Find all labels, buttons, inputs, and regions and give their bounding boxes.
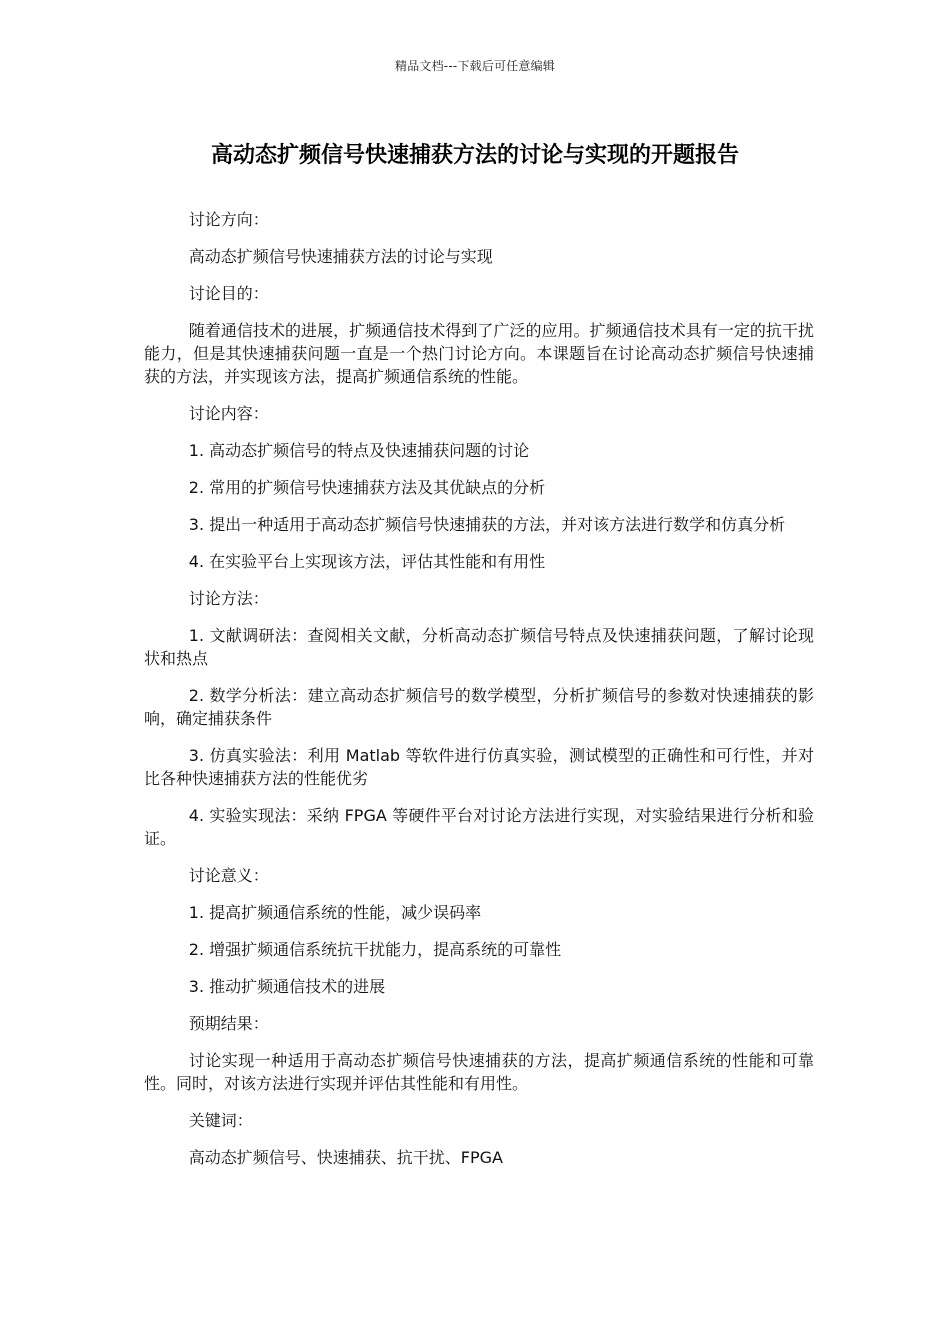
method-item: 1. 文献调研法：查阅相关文献，分析高动态扩频信号特点及快速捕获问题，了解讨论现状和热点 bbox=[144, 626, 814, 668]
content-item: 2. 常用的扩频信号快速捕获方法及其优缺点的分析 bbox=[188, 478, 546, 497]
method-item: 2. 数学分析法：建立高动态扩频信号的数学模型，分析扩频信号的参数对快速捕获的影响，确定捕获条件 bbox=[144, 686, 814, 728]
content-item: 3. 提出一种适用于高动态扩频信号快速捕获的方法，并对该方法进行数学和仿真分析 bbox=[188, 515, 786, 534]
content-item: 4. 在实验平台上实现该方法，评估其性能和有用性 bbox=[188, 552, 546, 571]
direction-text: 高动态扩频信号快速捕获方法的讨论与实现 bbox=[188, 247, 493, 266]
purpose-text: 随着通信技术的进展，扩频通信技术得到了广泛的应用。扩频通信技术具有一定的抗干扰能力，但是其快速捕获问题一直是一个热门讨论方向。本课题旨在讨论高动态扩频信号快速捕获的方法，并实现该方法，提高扩频通信系统的性能。 bbox=[144, 321, 814, 386]
significance-item: 1. 提高扩频通信系统的性能，减少误码率 bbox=[188, 903, 482, 922]
document-body bbox=[144, 208, 814, 1183]
content-item: 1. 高动态扩频信号的特点及快速捕获问题的讨论 bbox=[188, 441, 530, 460]
section-label-method: 讨论方法： bbox=[188, 589, 269, 608]
section-label-expected-results: 预期结果： bbox=[188, 1014, 269, 1033]
method-item: 4. 实验实现法：采纳 FPGA 等硬件平台对讨论方法进行实现，对实验结果进行分析和验证。 bbox=[144, 806, 814, 848]
significance-item: 3. 推动扩频通信技术的进展 bbox=[188, 977, 386, 996]
significance-item: 2. 增强扩频通信系统抗干扰能力，提高系统的可靠性 bbox=[188, 940, 562, 959]
keywords-text: 高动态扩频信号、快速捕获、抗干扰、FPGA bbox=[188, 1148, 503, 1167]
section-label-purpose: 讨论目的： bbox=[188, 284, 269, 303]
expected-results-text: 讨论实现一种适用于高动态扩频信号快速捕获的方法，提高扩频通信系统的性能和可靠性。同时，对该方法进行实现并评估其性能和有用性。 bbox=[144, 1051, 814, 1093]
header-note: 精品文档---下载后可任意编辑 bbox=[395, 59, 555, 73]
section-label-significance: 讨论意义： bbox=[188, 866, 269, 885]
document-title: 高动态扩频信号快速捕获方法的讨论与实现的开题报告 bbox=[210, 143, 739, 168]
section-label-content: 讨论内容： bbox=[188, 404, 269, 423]
method-item: 3. 仿真实验法：利用 Matlab 等软件进行仿真实验，测试模型的正确性和可行性，并对比各种快速捕获方法的性能优劣 bbox=[144, 746, 814, 788]
section-label-direction: 讨论方向： bbox=[188, 210, 269, 229]
section-label-keywords: 关键词： bbox=[188, 1111, 253, 1130]
